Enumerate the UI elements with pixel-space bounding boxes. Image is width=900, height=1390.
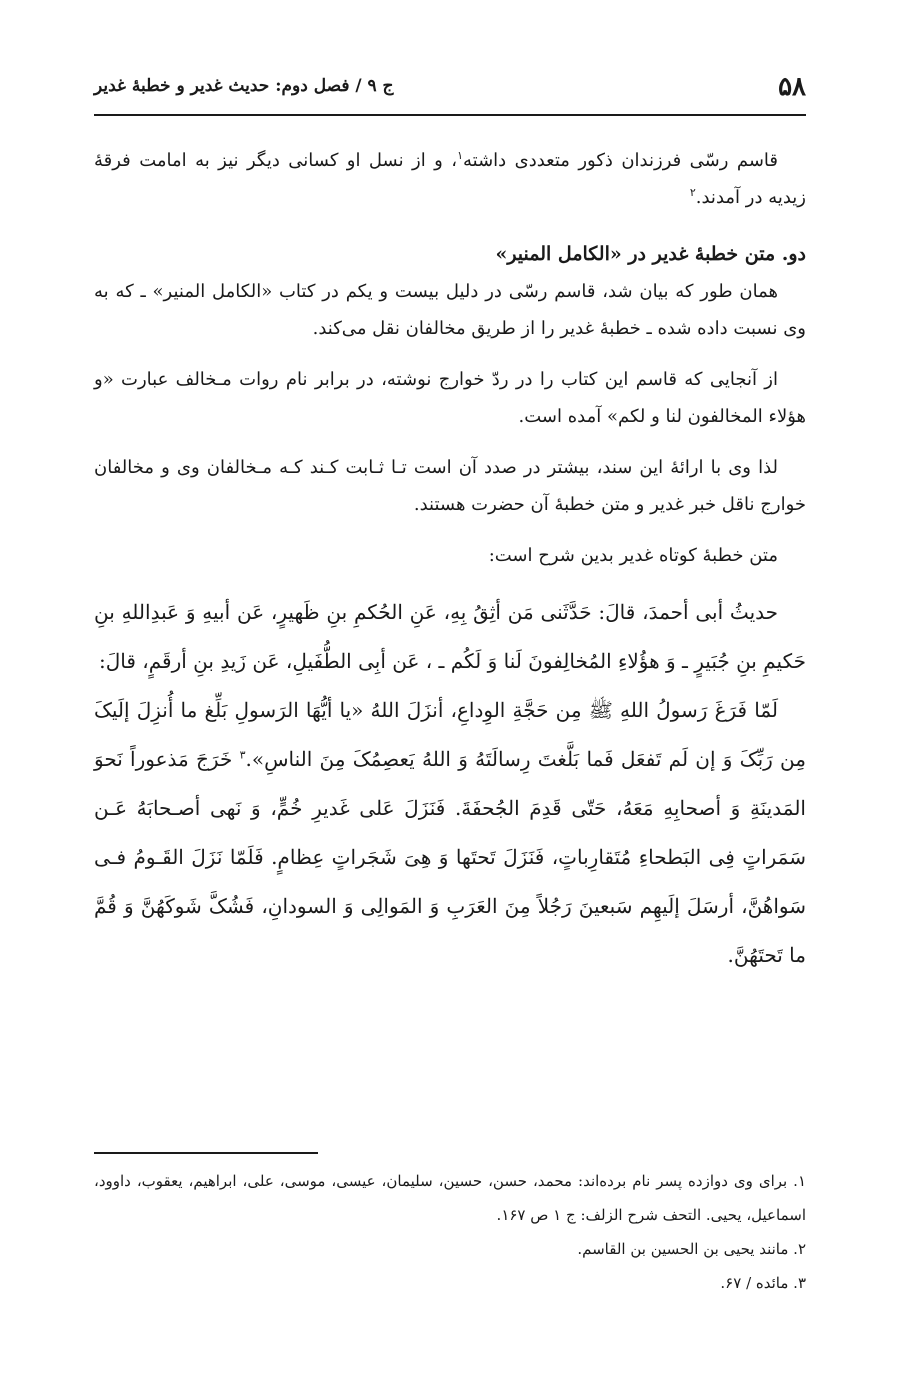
book-page: [94, 0, 806, 1390]
arabic-isnad: حدیثُ أبی أحمدَ، قالَ: حَدَّثَنی مَن أثِقُ بِهِ، عَنِ الحُکمِ بنِ ظَهیرٍ، عَن أبیهِ وَ عَبدِاللهِ بنِ حَکیمِ بنِ جُبَیرٍ ـ وَ هؤُلاءِ المُخالِفونَ لَنا وَ لَکُم ـ ، عَن أبِی الطُّفَیلِ، عَن زَیدِ بنِ أرقَمٍ، قالَ:: [94, 600, 806, 673]
footnote-ref-1: ۱: [457, 149, 463, 162]
page-header: [94, 72, 806, 112]
arabic-sermon-part-1: لَمّا فَرَغَ رَسولُ اللهِ ﷺ مِن حَجَّةِ الوِداعِ، أنزَلَ اللهُ «یا أیُّهَا الرَسولِ بَلِّغ ما أُنزِلَ إلَیکَ مِن رَبِّکَ وَ إن لَم تَفعَل فَما بَلَّغتَ رِسالَتَهُ وَ اللهُ یَعصِمُکَ مِنَ الناسِ».: [94, 698, 806, 771]
paragraph-4: لذا وی با ارائهٔ این سند، بیشتر در صدد آن است تـا ثـابت کـند کـه مـخالفان وی و مخالفان خوارج ناقل خبر غدیر و متن خطبهٔ آن حضرت هستند.: [94, 457, 806, 515]
paragraph-2: همان طور که بیان شد، قاسم رسّی در دلیل بیست و یکم در کتاب «الکامل المنیر» ـ که به وی نسبت داده شده ـ خطبهٔ غدیر را از طریق مخالفان نقل می‌کند.: [94, 281, 806, 339]
page-body: [94, 142, 806, 980]
page-number: ۵۸: [778, 72, 806, 102]
footnote-3: ۳. مائده / ۶۷.: [720, 1274, 806, 1292]
paragraph-3: از آنجایی که قاسم این کتاب را در ردّ خوارج نوشته، در برابر نام روات مـخالف عبارت «و هؤلاء المخالفون لنا و لکم» آمده است.: [94, 369, 806, 427]
footnotes: [94, 1164, 806, 1300]
header-divider: [94, 114, 806, 116]
paragraph-5: متن خطبهٔ کوتاه غدیر بدین شرح است:: [488, 545, 778, 566]
paragraph-1: [94, 142, 806, 216]
arabic-sermon-text: [94, 686, 806, 980]
paragraph-1-text: قاسم رسّی فرزندان ذکور متعددی داشته: [463, 150, 778, 171]
footnote-divider: [94, 1152, 318, 1154]
footnote-ref-3: ۳: [239, 748, 246, 762]
footnote-ref-2: ۲: [689, 186, 696, 199]
section-heading: دو. متن خطبهٔ غدیر در «الکامل المنیر»: [495, 243, 806, 265]
footnote-2: ۲. مانند یحیی بن الحسین بن القاسم.: [577, 1240, 806, 1258]
paragraph-1-text-2: ، و از نسل او کسانی دیگر نیز به امامت فرقهٔ زیدیه در آمدند.: [94, 150, 806, 208]
arabic-sermon-part-2: خَرَجَ مَذعوراً نَحوَ المَدینَةِ وَ أصحابِهِ مَعَهُ، حَتّی قَدِمَ الجُحفَةَ. فَنَزَلَ عَلی غَدیرِ خُمٍّ، وَ نَهی أصـحابَهُ عَـن سَمَراتٍ فِی البَطحاءِ مُتَقارِباتٍ، فَنَزَلَ تَحتَها وَ هِیَ شَجَراتٍ عِظامٍ. فَلَمّا نَزَلَ القَـومُ فـی سَواهُنَّ، أرسَلَ إلَیهِم سَبعینَ رَجُلاً مِنَ العَرَبِ وَ المَوالِی وَ السودانِ، فَشُکَّ شَوکَهُنَّ وَ قُمَّ ما تَحتَهُنَّ.: [94, 747, 806, 967]
footnote-1: ۱. برای وی دوازده پسر نام برده‌اند: محمد، حسن، حسین، سلیمان، عیسی، موسی، علی، ابراهیم، یعقوب، داوود، اسماعیل، یحیی. التحف شرح الزلف: ج ۱ ص ۱۶۷.: [94, 1172, 806, 1224]
running-title: ج ۹ / فصل دوم: حدیث غدیر و خطبهٔ غدیر: [94, 76, 394, 96]
